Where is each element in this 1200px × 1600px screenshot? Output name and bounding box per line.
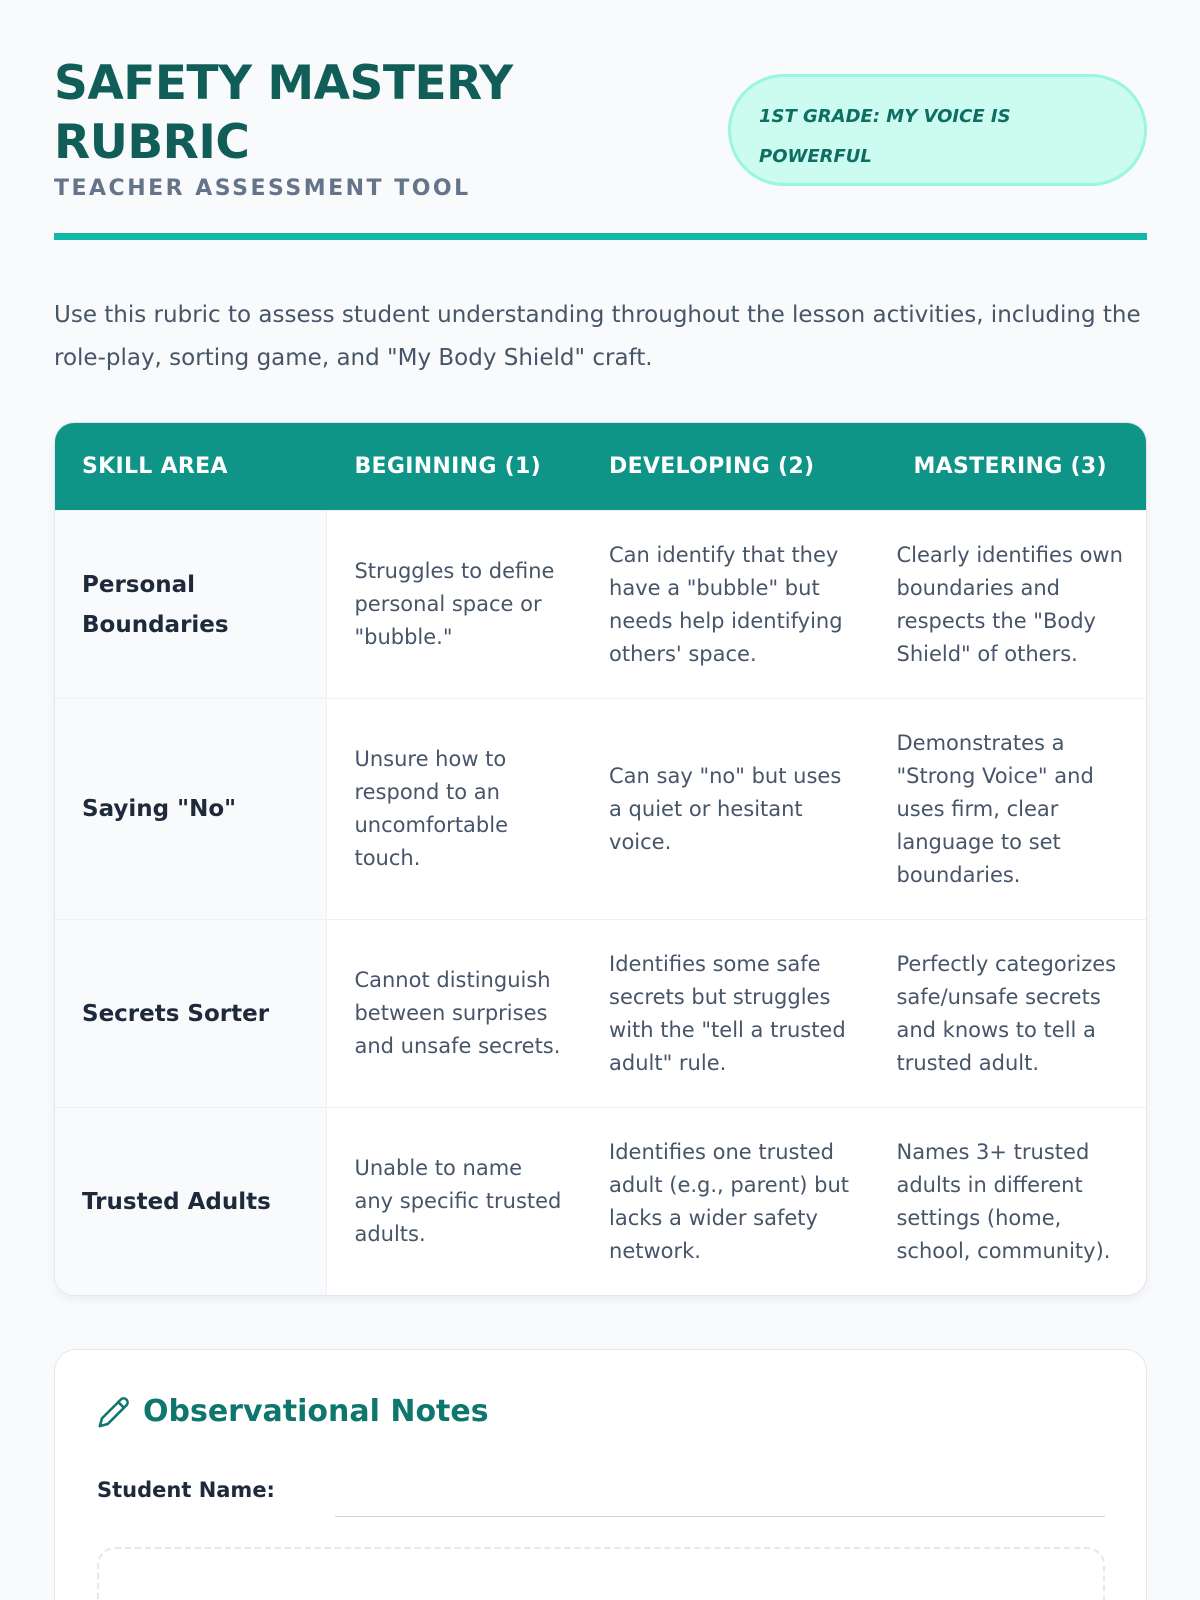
table-row [55, 510, 1146, 698]
grade-badge-line-1: 1ST GRADE: MY VOICE IS [759, 106, 1011, 127]
column-header-beginning: BEGINNING (1) [354, 454, 541, 479]
notes-textarea[interactable] [97, 1547, 1105, 1600]
mastering-cell: Perfectly categorizes safe/unsafe secrets and knows to tell a trusted adult. [896, 951, 1117, 1075]
column-header-developing: DEVELOPING (2) [609, 454, 815, 479]
developing-cell: Can identify that they have a "bubble" but needs help identifying others' space. [609, 542, 843, 666]
table-row [55, 1107, 1146, 1295]
student-name-label: Student Name: [97, 1478, 275, 1502]
beginning-cell: Struggles to define personal space or "bubble." [354, 559, 555, 649]
beginning-cell: Cannot distinguish between surprises and unsafe secrets. [354, 968, 561, 1058]
header-divider [54, 233, 1147, 240]
grade-badge [728, 74, 1147, 186]
skill-area-label: Secrets Sorter [82, 1000, 270, 1027]
mastering-cell: Demonstrates a "Strong Voice" and uses firm, clear language to set boundaries. [896, 730, 1094, 887]
intro-text: Use this rubric to assess student understanding throughout the lesson activities, including the role-play, sorting game, and "My Body Shield" craft. [54, 302, 1141, 371]
page-subtitle: TEACHER ASSESSMENT TOOL [54, 176, 471, 201]
skill-area-cell [55, 511, 327, 698]
table-row [55, 698, 1146, 919]
column-header-skill-area: SKILL AREA [82, 454, 228, 479]
table-row [55, 919, 1146, 1107]
skill-area-cell [55, 699, 327, 919]
notes-title: Observational Notes [143, 1394, 489, 1429]
rubric-table [54, 422, 1147, 1296]
student-name-field[interactable] [335, 1516, 1105, 1517]
skill-area-label: Saying "No" [82, 796, 237, 822]
mastering-cell: Clearly identifies own boundaries and respects the "Body Shield" of others. [896, 542, 1123, 666]
developing-cell: Identifies some safe secrets but struggles with the "tell a trusted adult" rule. [609, 951, 846, 1075]
pencil-icon [97, 1395, 131, 1429]
notes-heading [97, 1394, 489, 1429]
developing-cell: Identifies one trusted adult (e.g., parent) but lacks a wider safety network. [609, 1139, 849, 1263]
skill-area-label: Trusted Adults [82, 1188, 271, 1215]
grade-badge-line-2: POWERFUL [759, 146, 872, 167]
column-header-mastering: MASTERING (3) [913, 454, 1107, 479]
developing-cell: Can say "no" but uses a quiet or hesitant voice. [609, 763, 842, 854]
header [54, 0, 1147, 243]
observational-notes-card [54, 1349, 1147, 1600]
skill-area-cell [55, 920, 327, 1107]
skill-area-cell [55, 1108, 327, 1295]
page-title: SAFETY MASTERY RUBRIC [54, 56, 513, 170]
skill-area-label: Personal Boundaries [82, 571, 229, 638]
mastering-cell: Names 3+ trusted adults in different settings (home, school, community). [896, 1139, 1111, 1263]
beginning-cell: Unable to name any specific trusted adults. [354, 1156, 562, 1246]
rubric-header-row [55, 423, 1146, 510]
beginning-cell: Unsure how to respond to an uncomfortable touch. [354, 747, 509, 870]
page [54, 0, 1147, 1502]
